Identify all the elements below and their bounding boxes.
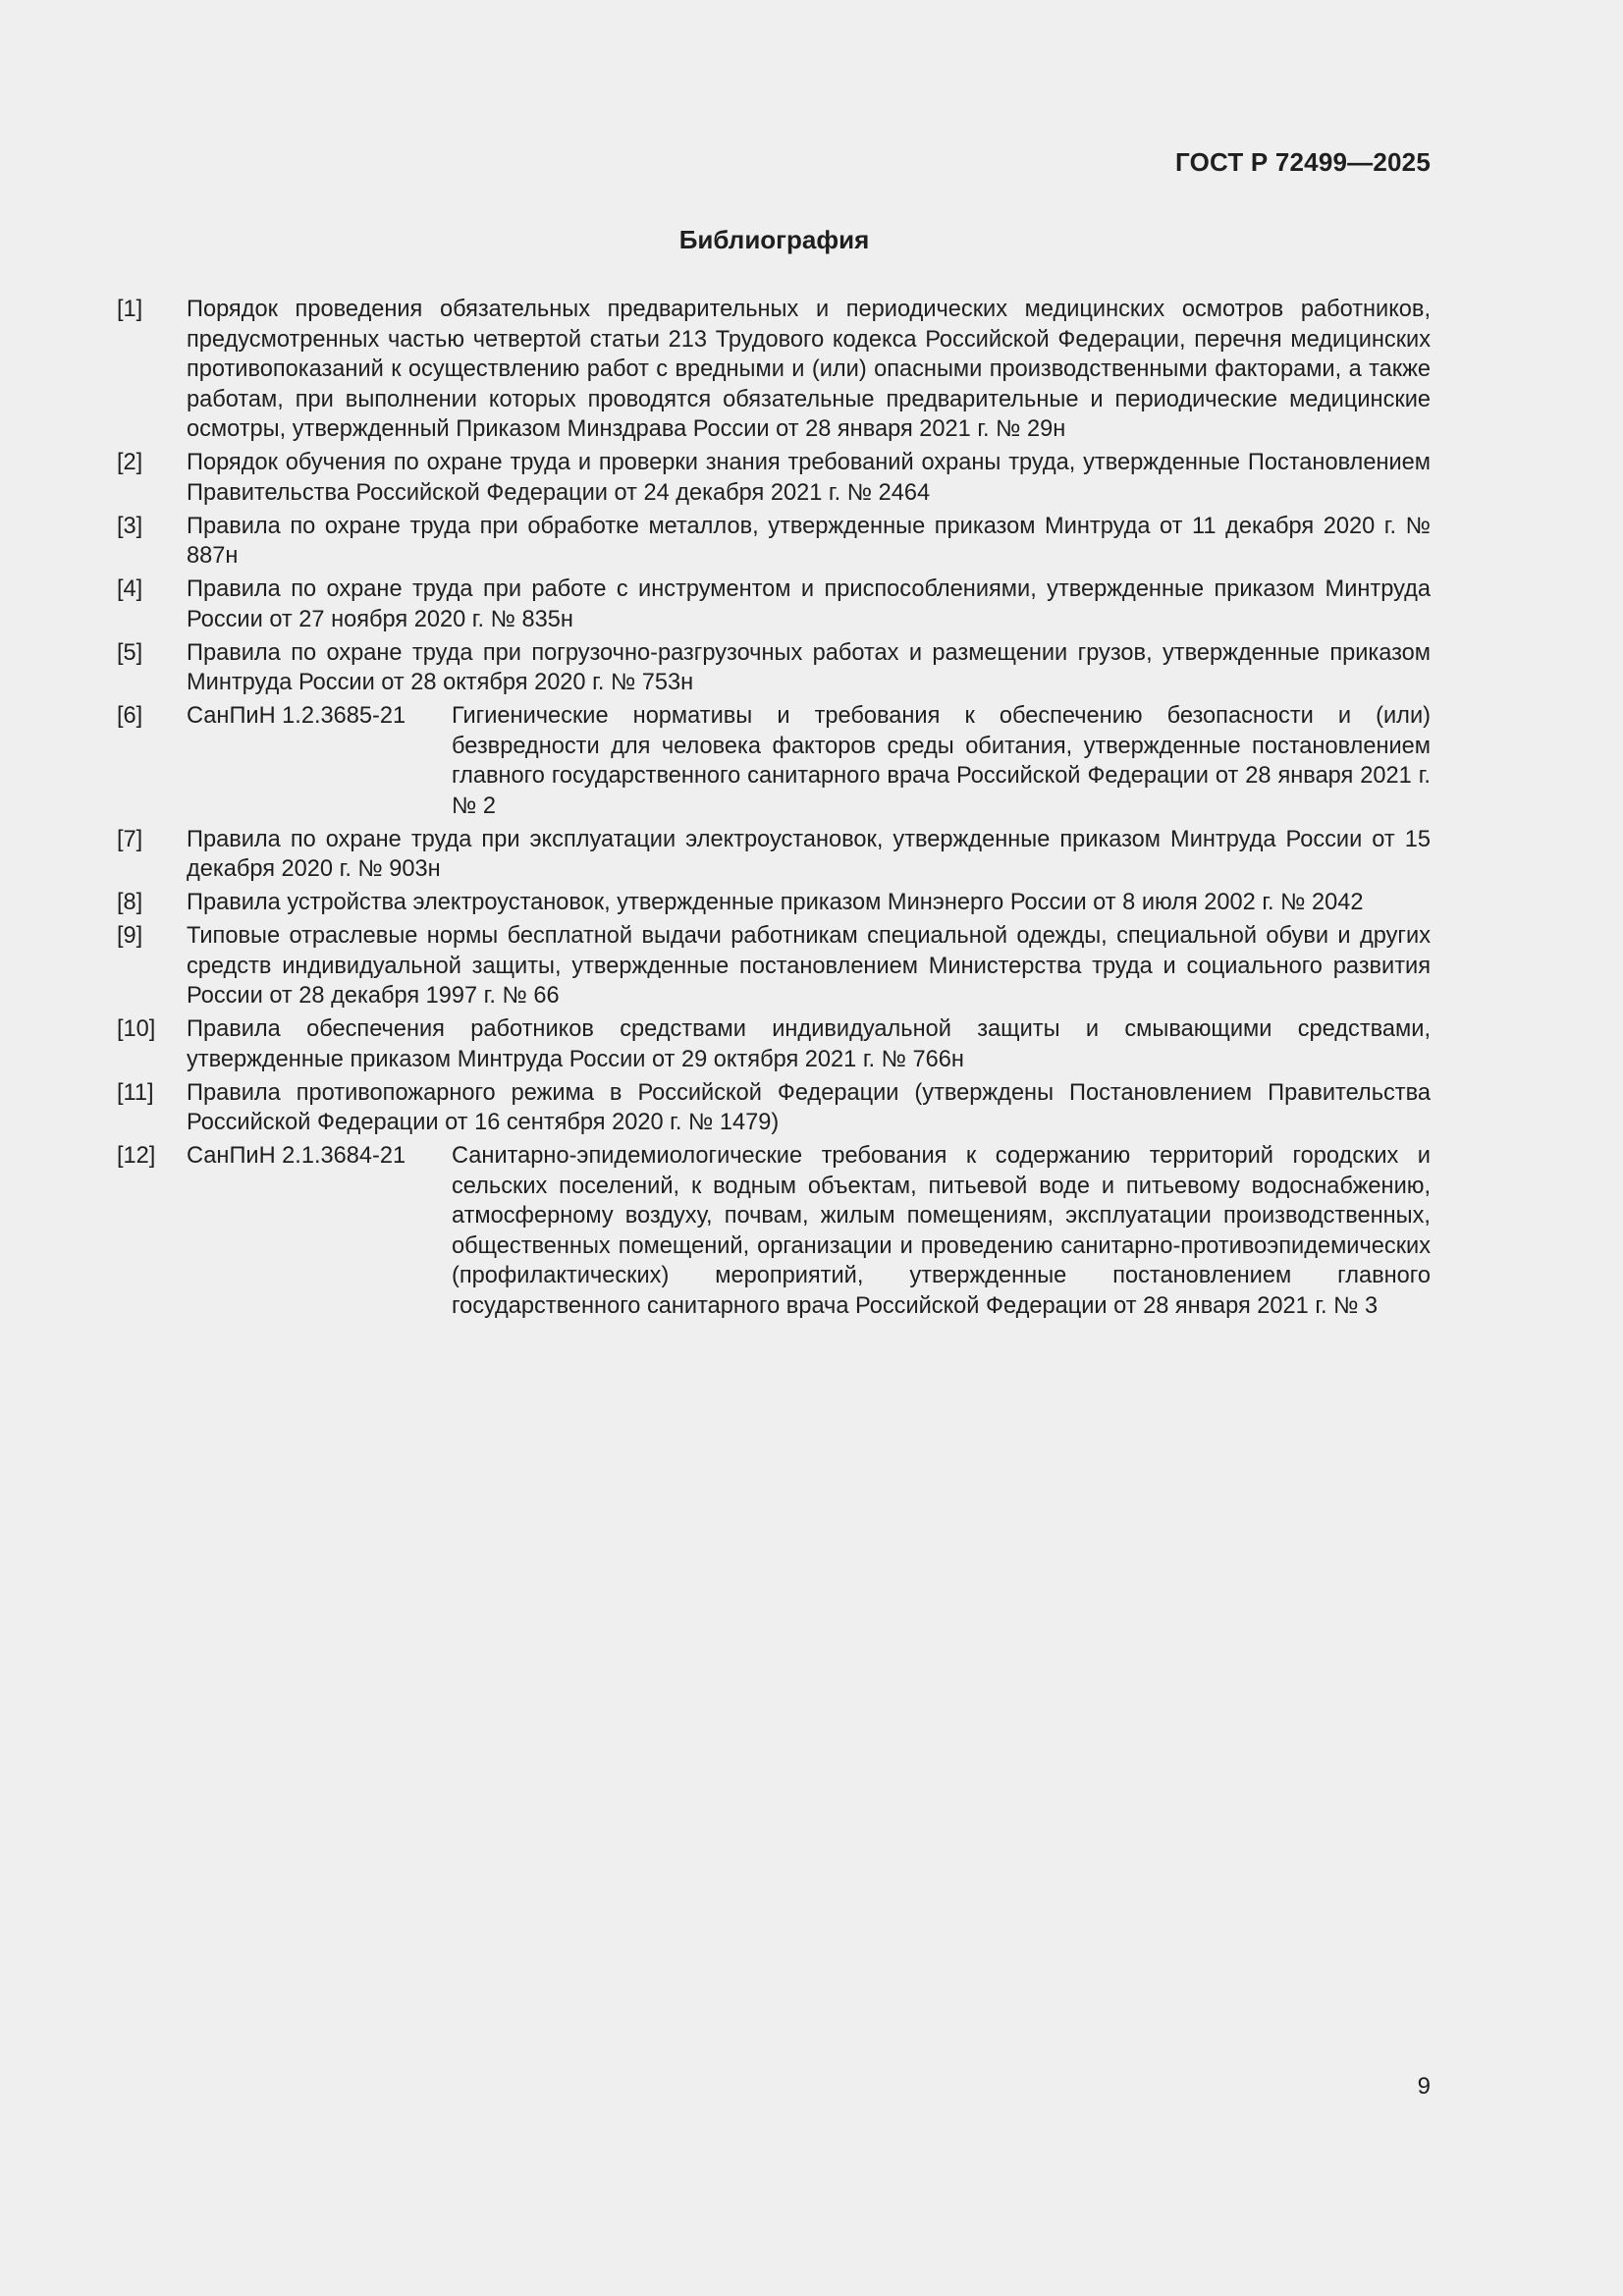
- bibliography-entry: [117, 1078, 1431, 1138]
- bibliography-entry: [117, 295, 1431, 445]
- entry-code: СанПиН 1.2.3685-21: [187, 703, 406, 729]
- bibliography-entry: [117, 512, 1431, 572]
- entry-text: Порядок проведения обязательных предварительных и периодических медицинских осмотров работников, предусмотренных частью четвертой статьи 213 Трудового кодекса Российской Федерации, перечня медицинских противопоказаний к осуществлению работ с вредными и (или) опасными производственными факторами, а также работам, при выполнении которых проводятся обязательные предварительные и периодические медицинские осмотры, утвержденный Приказом Минздрава России от 28 января 2021 г. № 29н: [187, 297, 1431, 442]
- bibliography-entry: [117, 574, 1431, 634]
- entry-number: [8]: [117, 890, 143, 915]
- bibliography-entry: [117, 1014, 1431, 1074]
- entry-text: Правила противопожарного режима в Российской Федерации (утверждены Постановлением Правительства Российской Федерации от 16 сентября 2020 г. № 1479): [187, 1079, 1431, 1135]
- entry-number: [1]: [117, 297, 143, 322]
- entry-text: Правила по охране труда при обработке металлов, утвержденные приказом Минтруда от 11 декабря 2020 г. № 887н: [187, 513, 1431, 569]
- document-code: ГОСТ Р 72499—2025: [1175, 147, 1431, 177]
- entry-number: [9]: [117, 923, 143, 949]
- page-title: Библиография: [678, 225, 870, 254]
- entry-number: [2]: [117, 450, 143, 475]
- bibliography-entry: [117, 825, 1431, 885]
- entry-number: [3]: [117, 513, 143, 539]
- entry-text: Правила устройства электроустановок, утвержденные приказом Минэнерго России от 8 июля 2002 г. № 2042: [187, 890, 1364, 915]
- bibliography-entry: [117, 701, 1431, 821]
- entry-number: [10]: [117, 1016, 156, 1042]
- entry-text: Правила обеспечения работников средствами индивидуальной защиты и смывающими средствами, утвержденные приказом Минтруда России от 29 октября 2021 г. № 766н: [187, 1016, 1431, 1072]
- bibliography-entry: [117, 921, 1431, 1011]
- entry-number: [4]: [117, 576, 143, 602]
- entry-number: [6]: [117, 703, 143, 729]
- entry-text: Правила по охране труда при эксплуатации электроустановок, утвержденные приказом Минтруда России от 15 декабря 2020 г. № 903н: [187, 826, 1431, 882]
- entry-number: [5]: [117, 639, 143, 666]
- bibliography-entry: [117, 638, 1431, 698]
- entry-text: Типовые отраслевые нормы бесплатной выдачи работникам специальной одежды, специальной обуви и других средств индивидуальной защиты, утвержденные постановлением Министерства труда и социального развития России от 28 декабря 1997 г. № 66: [187, 923, 1431, 1009]
- entry-number: [11]: [117, 1079, 154, 1106]
- bibliography-entry: [117, 448, 1431, 508]
- entry-text: Гигиенические нормативы и требования к обеспечению безопасности и (или) безвредности для человека факторов среды обитания, утвержденные постановлением главного государственного санитарного врача Российской Федерации от 28 января 2021 г. № 2: [452, 703, 1431, 819]
- entry-text: Правила по охране труда при работе с инструментом и приспособлениями, утвержденные приказом Минтруда России от 27 ноября 2020 г. № 835н: [187, 576, 1431, 632]
- entry-number: [12]: [117, 1143, 156, 1169]
- entry-text: Санитарно-эпидемиологические требования к содержанию территорий городских и сельских поселений, к водным объектам, питьевой воде и питьевому водоснабжению, атмосферному воздуху, почвам, жилым помещениям, эксплуатации производственных, общественных помещений, организации и проведению санитарно-противоэпидемических (профилактических) мероприятий, утвержденные постановлением главного государственного санитарного врача Российской Федерации от 28 января 2021 г. № 3: [452, 1143, 1431, 1319]
- entry-number: [7]: [117, 826, 143, 852]
- page-number: 9: [1417, 2073, 1431, 2100]
- bibliography-entry: [117, 888, 1431, 918]
- entry-text: Порядок обучения по охране труда и проверки знания требований охраны труда, утвержденные Постановлением Правительства Российской Федерации от 24 декабря 2021 г. № 2464: [187, 450, 1431, 506]
- entry-text: Правила по охране труда при погрузочно-разгрузочных работах и размещении грузов, утвержденные приказом Минтруда России от 28 октября 2020 г. № 753н: [187, 639, 1431, 695]
- bibliography-list: [117, 295, 1431, 1325]
- bibliography-entry: [117, 1141, 1431, 1321]
- entry-code: СанПиН 2.1.3684-21: [187, 1143, 406, 1169]
